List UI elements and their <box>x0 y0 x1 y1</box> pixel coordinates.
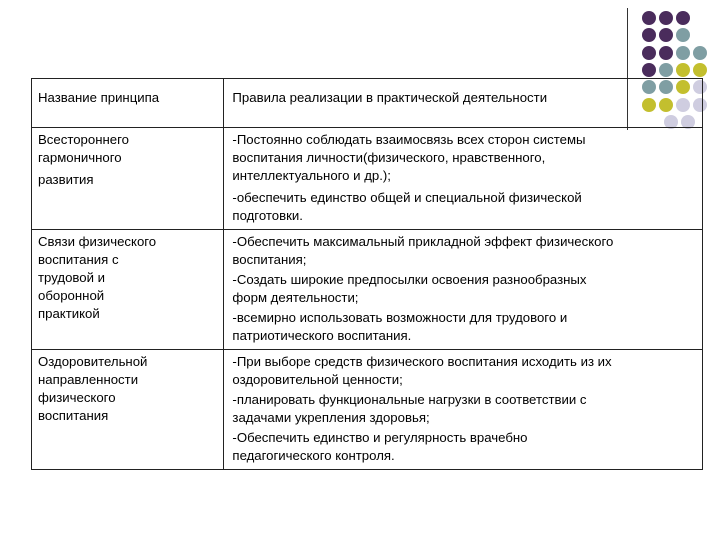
header-principle: Название принципа <box>32 79 224 128</box>
table-header-row <box>32 79 703 128</box>
rule-line: подготовки. <box>232 208 303 223</box>
principle-line: практикой <box>38 306 100 321</box>
decorative-dot <box>676 28 690 42</box>
principle-line: оборонной <box>38 288 105 303</box>
decorative-dot <box>642 11 656 25</box>
principle-line: воспитания <box>38 408 109 423</box>
principle-line: развития <box>38 172 94 187</box>
principle-line: физического <box>38 390 116 405</box>
rule-line: патриотического воспитания. <box>232 328 412 343</box>
rules-cell <box>224 230 703 350</box>
rule-line: -обеспечить единство общей и специальной физической <box>232 190 582 205</box>
principle-line: воспитания с <box>38 252 119 267</box>
rule-line: интеллектуального и др.); <box>232 168 391 183</box>
principle-cell <box>32 350 224 470</box>
decorative-dot <box>659 46 673 60</box>
decorative-dot <box>676 11 690 25</box>
decorative-dot <box>642 46 656 60</box>
decorative-dot <box>659 11 673 25</box>
rule-line: воспитания; <box>232 252 307 267</box>
principle-line: трудовой и <box>38 270 105 285</box>
rule-line: оздоровительной ценности; <box>232 372 403 387</box>
decorative-dot <box>642 28 656 42</box>
rule-line: -При выборе средств физического воспитания исходить из их <box>232 354 612 369</box>
principle-line: гармоничного <box>38 150 122 165</box>
decorative-dot <box>676 63 690 77</box>
rule-line: -Обеспечить единство и регулярность врачебно <box>232 430 528 445</box>
rule-line: -Постоянно соблюдать взаимосвязь всех сторон системы <box>232 132 586 147</box>
rules-cell <box>224 128 703 230</box>
decorative-dot <box>676 46 690 60</box>
rule-line: задачами укрепления здоровья; <box>232 410 430 425</box>
decorative-dot <box>659 28 673 42</box>
decorative-dot <box>693 46 707 60</box>
rule-line: воспитания личности(физического, нравственного, <box>232 150 546 165</box>
rule-line: -всемирно использовать возможности для трудового и <box>232 310 568 325</box>
principle-cell <box>32 230 224 350</box>
rules-cell <box>224 350 703 470</box>
principle-line: Оздоровительной <box>38 354 148 369</box>
decorative-dot <box>659 63 673 77</box>
rule-line: форм деятельности; <box>232 290 359 305</box>
principle-cell <box>32 128 224 230</box>
table-row <box>32 230 703 350</box>
principle-line: Связи физического <box>38 234 157 249</box>
principle-line: направленности <box>38 372 139 387</box>
principles-table <box>31 78 703 470</box>
rule-line: педагогического контроля. <box>232 448 395 463</box>
decorative-dot <box>642 63 656 77</box>
decorative-dot <box>693 63 707 77</box>
header-rules: Правила реализации в практической деятельности <box>224 79 703 128</box>
table-row <box>32 128 703 230</box>
table-row <box>32 350 703 470</box>
principle-line: Всестороннего <box>38 132 129 147</box>
rule-line: -Создать широкие предпосылки освоения разнообразных <box>232 272 587 287</box>
rule-line: -планировать функциональные нагрузки в соответствии с <box>232 392 587 407</box>
rule-line: -Обеспечить максимальный прикладной эффект физического <box>232 234 614 249</box>
